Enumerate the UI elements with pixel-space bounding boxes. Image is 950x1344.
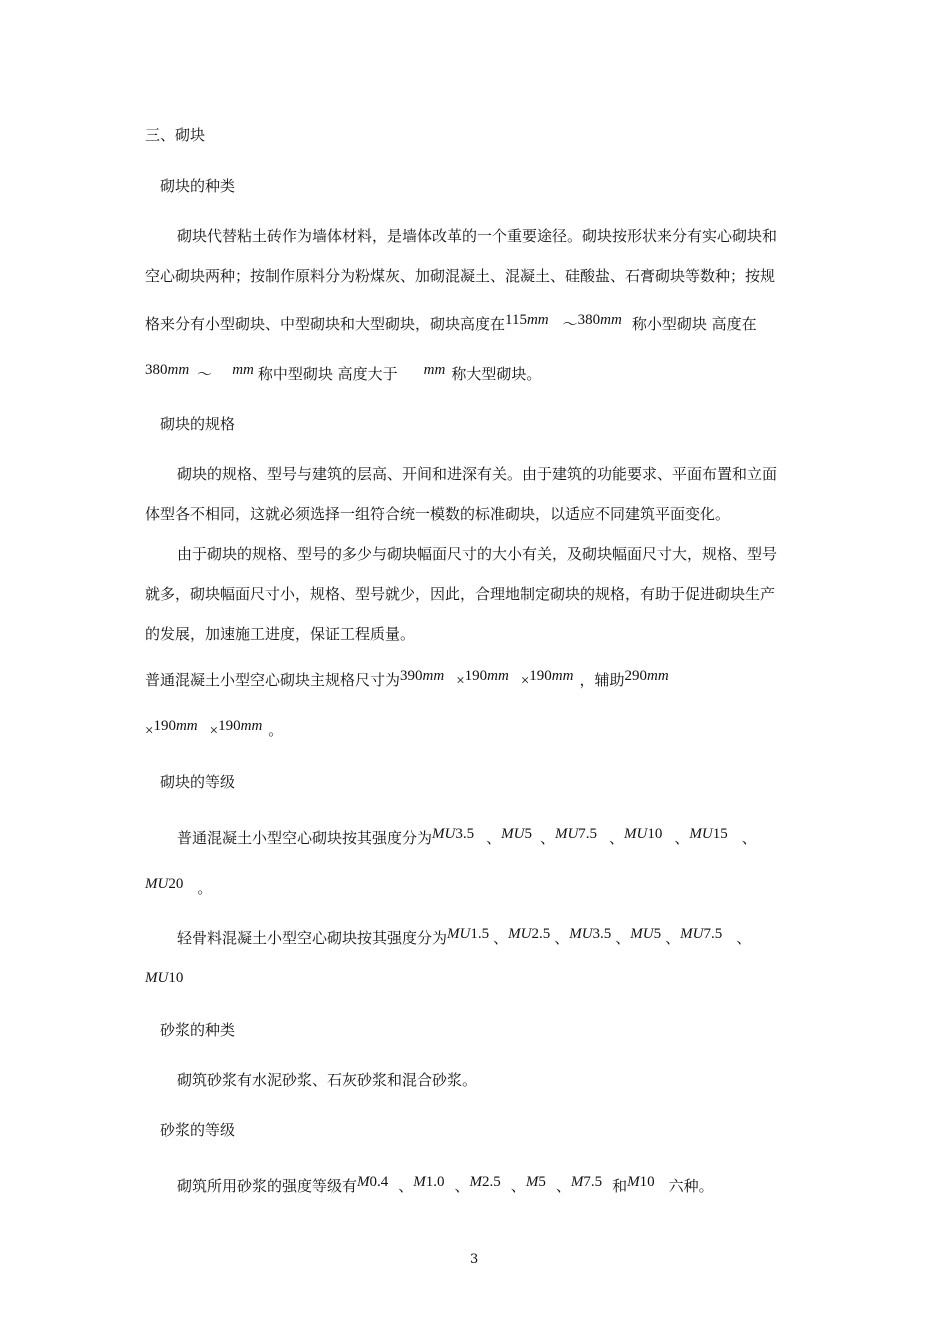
formula: 190mm bbox=[218, 718, 263, 734]
formula: 290mm bbox=[624, 668, 669, 684]
grade-formula: MU5 bbox=[630, 926, 662, 942]
formula: mm bbox=[232, 362, 254, 378]
times-symbol: × bbox=[209, 723, 219, 739]
formula: 190mm bbox=[529, 668, 574, 684]
text: 。 bbox=[268, 721, 284, 739]
text: 轻骨料混凝土小型空心砌块按其强度分为 bbox=[177, 929, 448, 947]
tilde-symbol: ～ bbox=[197, 367, 213, 383]
heading-block-types: 砌块的种类 bbox=[160, 177, 236, 195]
text: 。 bbox=[197, 879, 213, 897]
text: 六种。 bbox=[668, 1177, 714, 1195]
formula: mm bbox=[423, 362, 446, 378]
formula: 190mm bbox=[464, 668, 509, 684]
text: 称小型砌块 高度在 bbox=[631, 315, 757, 333]
formula: 390mm bbox=[400, 668, 445, 684]
page-number: 3 bbox=[470, 1252, 479, 1267]
grade-formula: MU1.5 bbox=[447, 926, 490, 942]
grade-formula: MU7.5 bbox=[680, 926, 723, 942]
paragraph-line bbox=[145, 364, 541, 385]
heading-block-specs: 砌块的规格 bbox=[160, 415, 236, 433]
paragraph-line: 砌块的规格、型号与建筑的层高、开间和进深有关。由于建筑的功能要求、平面布置和立面 bbox=[177, 465, 778, 483]
grade-formula: MU15 bbox=[689, 826, 728, 842]
times-symbol: × bbox=[145, 723, 154, 739]
paragraph-line: 砌块代替粘土砖作为墙体材料，是墙体改革的一个重要途径。砌块按形状来分有实心砌块和 bbox=[177, 227, 778, 245]
text: 格来分有小型砌块、中型砌块和大型砌块，砌块高度在 bbox=[145, 315, 506, 333]
paragraph-line: 空心砌块两种；按制作原料分为粉煤灰、加砌混凝土、混凝土、硅酸盐、石膏砌块等数种；按规 bbox=[145, 267, 776, 285]
text: 称大型砌块。 bbox=[451, 365, 542, 383]
section-title: 三、砌块 bbox=[145, 126, 206, 144]
paragraph-line bbox=[145, 972, 183, 993]
grade-formula: MU5 bbox=[501, 826, 532, 842]
paragraph-line bbox=[145, 670, 669, 691]
grade-formula: M7.5 bbox=[570, 1174, 603, 1190]
formula: 380mm bbox=[145, 362, 190, 378]
formula: 380mm bbox=[577, 312, 622, 328]
grade-formula: M10 bbox=[627, 1174, 655, 1190]
tilde-symbol: ～ bbox=[562, 317, 578, 333]
text: 砌筑所用砂浆的强度等级有 bbox=[177, 1177, 358, 1195]
paragraph-line: 的发展，加速施工进度，保证工程质量。 bbox=[145, 625, 416, 643]
formula: 115mm bbox=[505, 312, 549, 328]
heading-mortar-grades: 砂浆的等级 bbox=[160, 1121, 236, 1139]
grade-formula: MU20 bbox=[145, 876, 184, 892]
grade-formula: MU7.5 bbox=[554, 826, 598, 842]
paragraph-line bbox=[145, 878, 212, 899]
grade-formula: M2.5 bbox=[469, 1174, 501, 1190]
paragraph-line bbox=[145, 314, 757, 335]
text: 普通混凝土小型空心砌块主规格尺寸为 bbox=[145, 671, 401, 689]
text: 称中型砌块 高度大于 bbox=[257, 365, 398, 383]
paragraph-line: 砌筑砂浆有水泥砂浆、石灰砂浆和混合砂浆。 bbox=[177, 1071, 478, 1089]
grade-formula: M0.4 bbox=[357, 1174, 389, 1190]
paragraph-line: 就多，砌块幅面尺寸小，规格、型号就少，因此，合理地制定砌块的规格，有助于促进砌块生产 bbox=[145, 585, 776, 603]
text: ，辅助 bbox=[579, 671, 625, 689]
paragraph-line: 由于砌块的规格、型号的多少与砌块幅面尺寸的大小有关，及砌块幅面尺寸大，规格、型号 bbox=[177, 545, 778, 563]
times-symbol: × bbox=[520, 673, 530, 689]
heading-mortar-types: 砂浆的种类 bbox=[160, 1021, 236, 1039]
text: 普通混凝土小型空心砌块按其强度分为 bbox=[177, 829, 433, 847]
grade-formula: MU2.5 bbox=[508, 926, 551, 942]
paragraph-line: 普通混凝土小型空心砌块按其强度分为MU3.5 、MU5 、MU7.5 、MU10 、MU15 、 bbox=[177, 826, 757, 847]
paragraph-line bbox=[145, 720, 283, 741]
grade-formula: MU3.5 bbox=[432, 826, 475, 842]
heading-block-grades: 砌块的等级 bbox=[160, 773, 236, 791]
paragraph-line: 砌筑所用砂浆的强度等级有M0.4 、M1.0 、M2.5 、M5 、M7.5 和M10 六种。 bbox=[177, 1174, 714, 1195]
grade-formula: MU3.5 bbox=[569, 926, 612, 942]
grade-formula: M1.0 bbox=[413, 1174, 445, 1190]
times-symbol: × bbox=[456, 673, 465, 689]
grade-formula: MU10 bbox=[145, 970, 184, 986]
formula: 190mm bbox=[153, 718, 198, 734]
grade-formula: MU10 bbox=[624, 826, 663, 842]
paragraph-line: 轻骨料混凝土小型空心砌块按其强度分为MU1.5 、MU2.5 、MU3.5 、MU5 、MU7.5 、 bbox=[177, 926, 752, 947]
paragraph-line: 体型各不相同，这就必须选择一组符合统一模数的标准砌块，以适应不同建筑平面变化。 bbox=[145, 505, 731, 523]
grade-formula: M5 bbox=[525, 1174, 546, 1190]
